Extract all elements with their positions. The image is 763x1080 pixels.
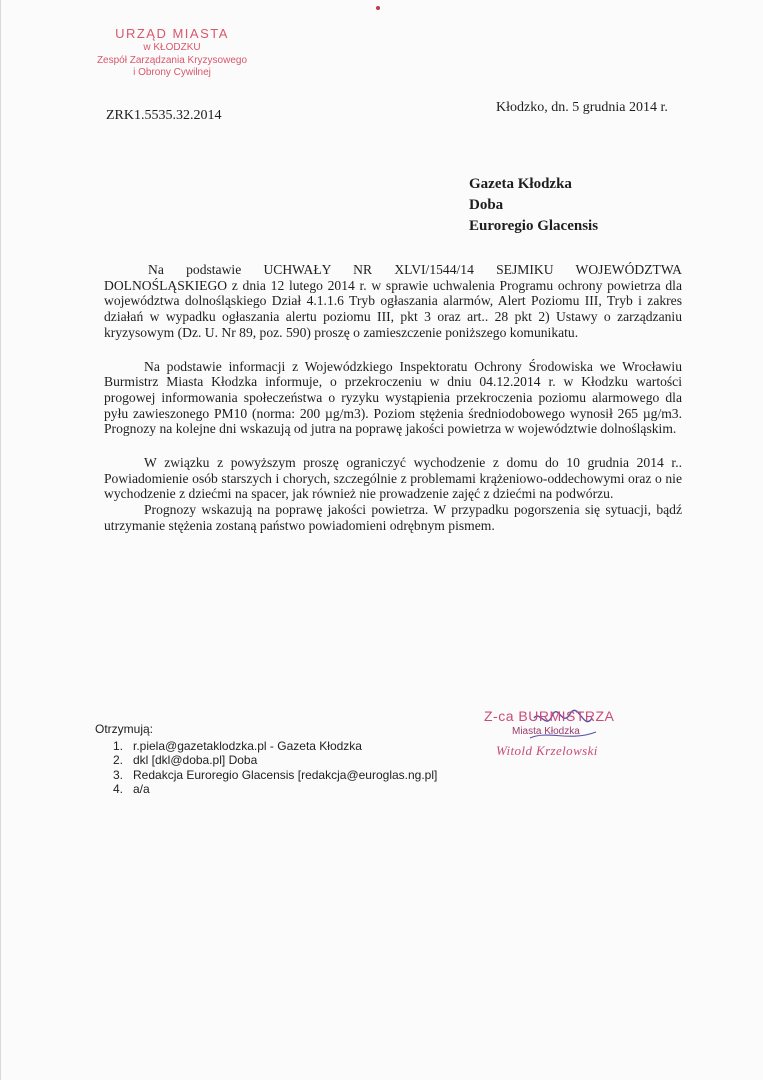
recipient-name: Euroregio Glacensis [469, 218, 599, 234]
list-item [95, 782, 437, 797]
item-text: dkl [dkl@doba.pl] Doba [133, 753, 258, 767]
paragraph: Prognozy wskazują na poprawę jakości powietrza. W przypadku pogorszenia się sytuacji, bądź utrzymanie stężenia zostaną państwo powiadomieni odrębnym pismem. [104, 502, 682, 533]
paragraph: W związku z powyższym proszę ograniczyć wychodzenie z domu do 10 grudnia 2014 r.. Powiadomienie osób starszych i chorych, szczególnie z problemami krążeniowo-oddechowymi oraz o nie wychodzenie z dziećmi na spacer, jak również nie prowadzenie zajęć z dziećmi na podwórzu. [104, 455, 682, 502]
item-text: a/a [133, 782, 150, 796]
stamp-line-1: URZĄD MIASTA [115, 26, 229, 41]
letter-body [104, 262, 682, 534]
paragraph: Na podstawie UCHWAŁY NR XLVI/1544/14 SEJMIKU WOJEWÓDZTWA DOLNOŚLĄSKIEGO z dnia 12 lutego 2014 r. w sprawie uchwalenia Programu ochrony powietrza dla województwa dolnośląskiego Dział 4.1.1.6 Tryb ogłaszania alarmów, Alert Poziomu III, Tryb i zakres działań w wypadku ogłaszania alertu poziomu III, pkt 3 oraz art.. 28 pkt 2) Ustawy o zarządzaniu kryzysowym (Dz. U. Nr 89, poz. 590) proszę o zamieszczenie poniższego komunikatu. [104, 262, 682, 340]
list-item [95, 768, 437, 783]
item-text: r.piela@gazetaklodzka.pl - Gazeta Kłodzka [133, 738, 362, 753]
recipient-block [469, 174, 598, 237]
item-text: Redakcja Euroregio Glacensis [redakcja@euroglas.ng.pl] [133, 767, 438, 782]
signature-stamp [484, 708, 630, 759]
list-item [95, 753, 437, 768]
item-number: 4. [112, 782, 123, 796]
office-stamp [84, 26, 260, 80]
recipient-name: Doba [469, 197, 504, 213]
stamp-line-2: w KŁODZKU [143, 42, 201, 53]
item-number: 3. [112, 767, 123, 782]
ink-dot [376, 6, 380, 10]
paragraph: Na podstawie informacji z Wojewódzkiego Inspektoratu Ochrony Środowiska we Wrocławiu Burmistrz Miasta Kłodzka informuje, o przekroczeniu w dniu 04.12.2014 r. w Kłodzku wartości progowej informowania społeczeństwa o ryzyku wystąpienia przekroczenia poziomu alarmowego dla pyłu zawieszonego PM10 (norma: 200 µg/m3). Poziom stężenia średniodobowego wynosił 265 µg/m3. Prognozy na kolejne dni wskazują od jutra na poprawę jakości powietrza w województwie dolnośląskim. [104, 358, 682, 437]
recipient-name: Gazeta Kłodzka [469, 176, 572, 192]
stamp-line-3: Zespół Zarządzania Kryzysowego [96, 54, 248, 66]
distribution-list [95, 722, 437, 797]
reference-number: ZRK1.5535.32.2014 [106, 108, 222, 123]
signatory-name: Witold Krzelowski [496, 743, 598, 758]
stamp-line-4: i Obrony Cywilnej [133, 67, 211, 78]
date-line: Kłodzko, dn. 5 grudnia 2014 r. [496, 100, 668, 115]
signatory-office: Miasta Kłodzka [512, 726, 580, 737]
list-item [95, 739, 437, 754]
distribution-items [95, 739, 437, 797]
item-number: 1. [112, 738, 123, 753]
scan-edge [0, 0, 1, 1080]
distribution-heading: Otrzymują: [95, 722, 154, 736]
item-number: 2. [112, 753, 123, 767]
signatory-title: Z-ca BURMISTRZA [484, 708, 615, 724]
